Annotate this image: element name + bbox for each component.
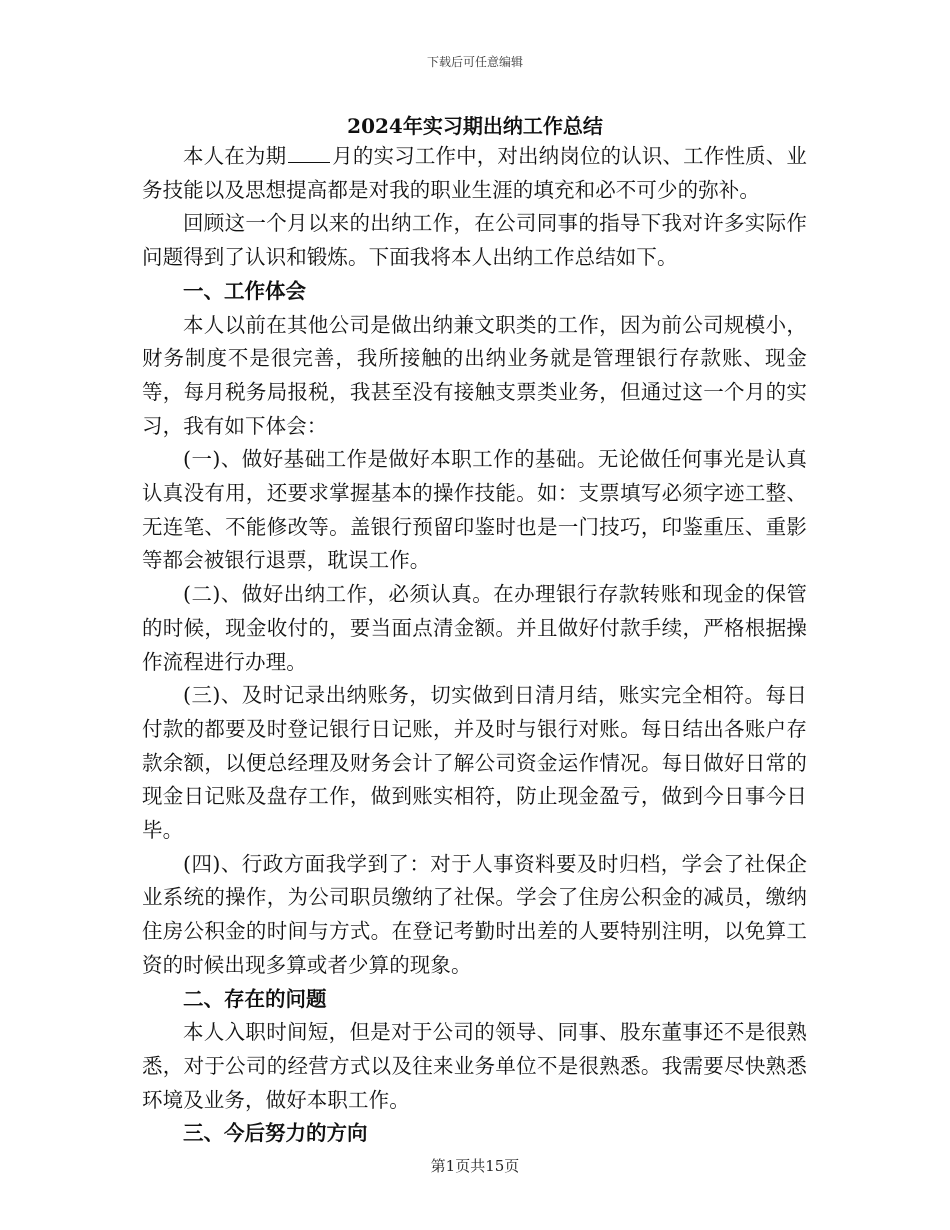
section1-intro-paragraph: 本人以前在其他公司是做出纳兼文职类的工作，因为前公司规模小，财务制度不是很完善，我所接触的出纳业务就是管理银行存款账、现金等，每月税务局报税，我甚至没有接触支票类业务，但通过这一个月的实习，我有如下体会：	[142, 312, 807, 438]
document-title: 2024年实习期出纳工作总结	[347, 114, 603, 138]
point-4-paragraph: (四)、行政方面我学到了：对于人事资料要及时归档，学会了社保企业系统的操作，为公司职员缴纳了社保。学会了住房公积金的减员，缴纳住房公积金的时间与方式。在登记考勤时出差的人要特别注明，以免算工资的时候出现多算或者少算的现象。	[142, 851, 807, 977]
review-paragraph: 回顾这一个月以来的出纳工作，在公司同事的指导下我对许多实际作问题得到了认识和锻炼。下面我将本人出纳工作总结如下。	[142, 211, 807, 270]
section-heading-existing-problems: 二、存在的问题	[183, 986, 327, 1011]
section-heading-future-direction: 三、今后努力的方向	[183, 1121, 368, 1146]
document-body	[142, 140, 807, 1151]
point-1-paragraph: (一)、做好基础工作是做好本职工作的基础。无论做任何事光是认真认真没有用，还要求掌握基本的操作技能。如：支票填写必须字迹工整、无连笔、不能修改等。盖银行预留印鉴时也是一门技巧，印鉴重压、重影等都会被银行退票，耽误工作。	[142, 447, 807, 573]
page-header-note: 下载后可任意编辑	[426, 55, 523, 69]
intro-paragraph	[142, 140, 807, 207]
section2-paragraph: 本人入职时间短，但是对于公司的领导、同事、股东董事还不是很熟悉，对于公司的经营方式以及往来业务单位不是很熟悉。我需要尽快熟悉环境及业务，做好本职工作。	[142, 1020, 807, 1112]
point-2-paragraph: (二)、做好出纳工作，必须认真。在办理银行存款转账和现金的保管的时候，现金收付的，要当面点清金额。并且做好付款手续，严格根据操作流程进行办理。	[142, 582, 807, 674]
page-footer-page-number: 第1页共15页	[430, 1157, 520, 1175]
section-heading-work-experience: 一、工作体会	[183, 278, 306, 303]
point-3-paragraph: (三)、及时记录出纳账务，切实做到日清月结，账实完全相符。每日付款的都要及时登记银行日记账，并及时与银行对账。每日结出各账户存款余额，以便总经理及财务会计了解公司资金运作情况。每日做好日常的现金日记账及盘存工作，做到账实相符，防止现金盈亏，做到今日事今日毕。	[142, 683, 807, 843]
intro-text-before-blank: 本人在为期	[183, 144, 287, 168]
fill-in-blank	[288, 142, 330, 163]
intro-text-after-blank: 月的实习工作中，对出纳岗位的认识、工作性质、业务技能以及思想提高都是对我的职业生涯的填充和必不可少的弥补。	[142, 144, 807, 202]
